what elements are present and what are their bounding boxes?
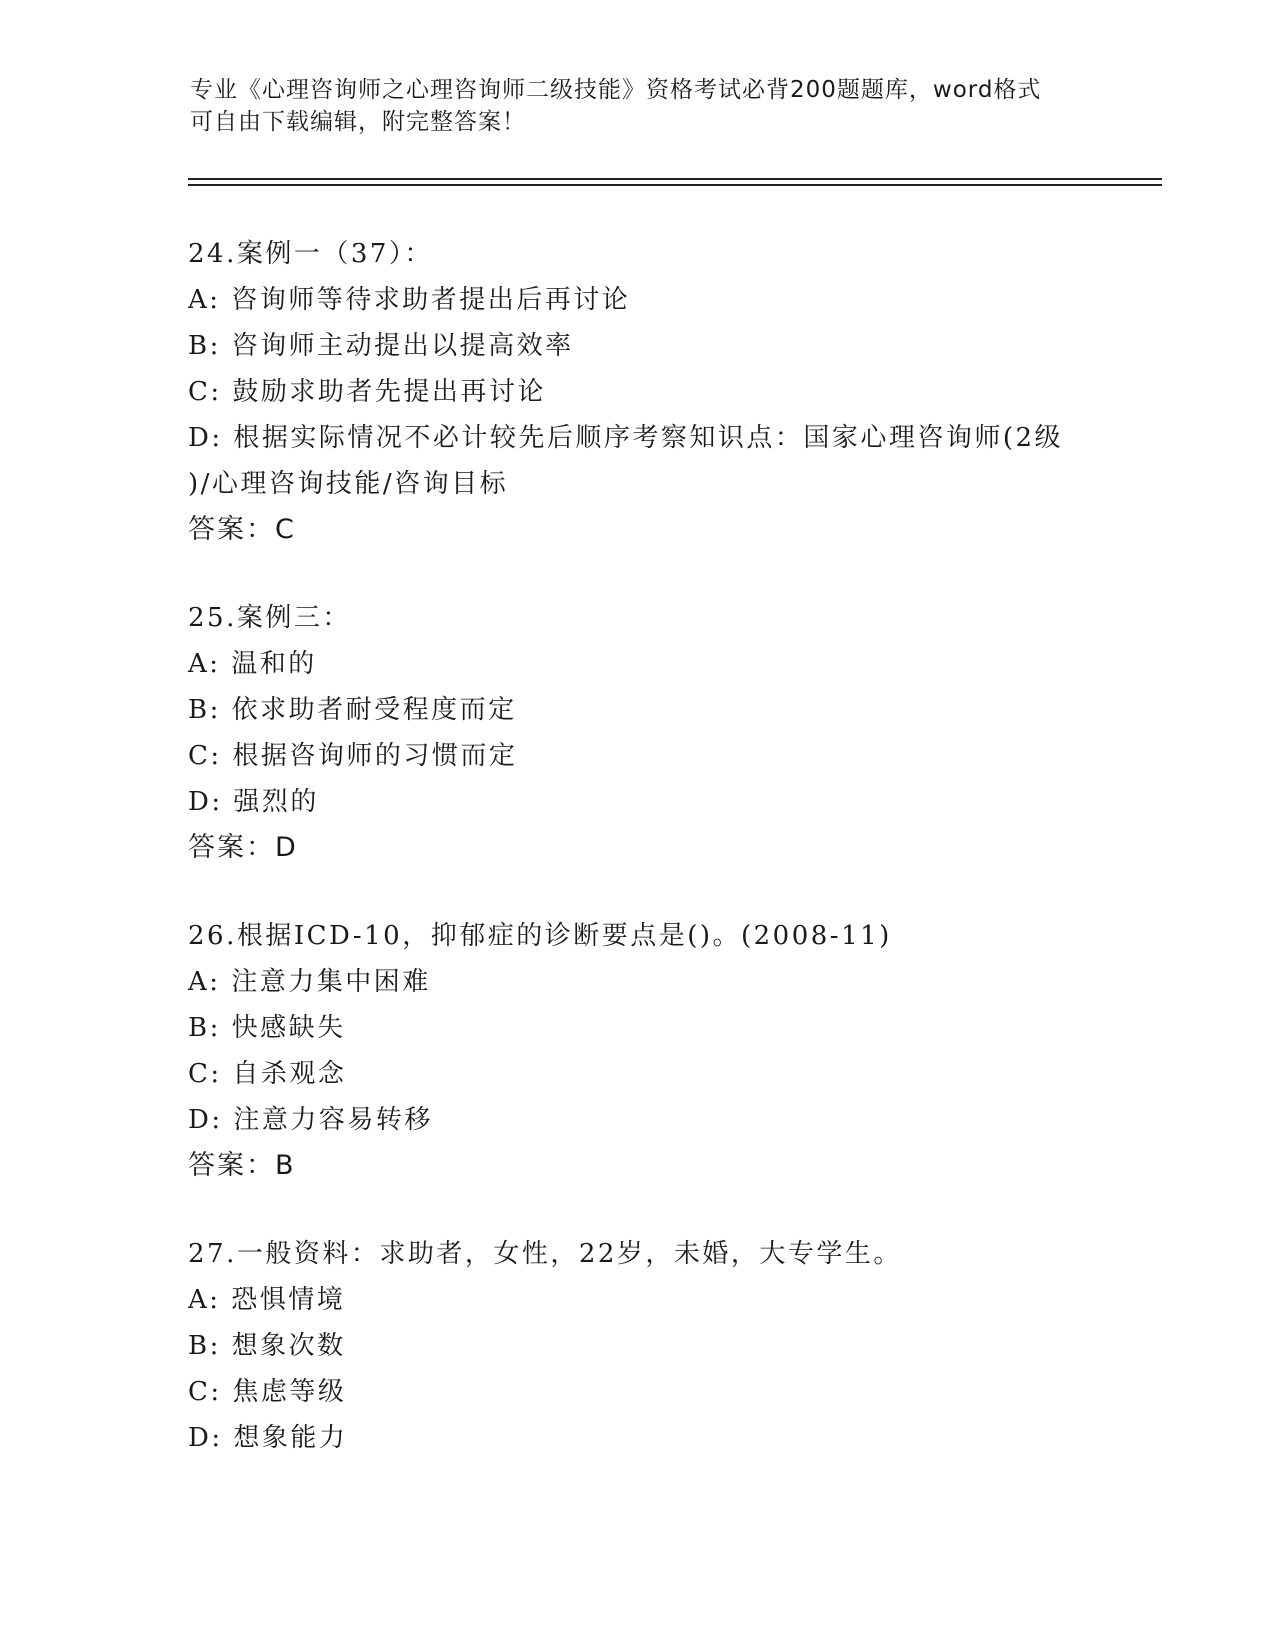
option-b: B: 想象次数: [188, 1331, 346, 1361]
question-24: [188, 231, 1108, 553]
option-d: D: 想象能力: [188, 1423, 348, 1453]
option-c: C: 鼓励求助者先提出再讨论: [188, 377, 546, 407]
question-stem: 24.案例一（37）：: [188, 239, 433, 269]
answer-line: 答案：C: [188, 514, 296, 545]
document-header: [190, 74, 1090, 138]
option-d: D: 根据实际情况不必计较先后顺序考察知识点：国家心理咨询师(2级: [188, 423, 1064, 453]
option-a: A: 恐惧情境: [188, 1285, 346, 1315]
option-c: C: 根据咨询师的习惯而定: [188, 741, 518, 771]
answer-line: 答案：D: [188, 832, 298, 863]
answer-line: 答案：B: [188, 1150, 296, 1181]
question-27: [188, 1231, 1108, 1461]
header-line-1: 专业《心理咨询师之心理咨询师二级技能》资格考试必背200题题库，word格式: [190, 77, 1042, 103]
option-a: A: 咨询师等待求助者提出后再讨论: [188, 285, 631, 315]
option-d-continued: )/心理咨询技能/咨询目标: [188, 469, 509, 499]
question-25: [188, 595, 1108, 871]
option-c: C: 焦虑等级: [188, 1377, 347, 1407]
question-stem: 27.一般资料：求助者，女性，22岁，未婚，大专学生。: [188, 1239, 902, 1269]
header-divider-bottom: [188, 184, 1162, 186]
question-26: [188, 913, 1108, 1189]
option-d: D: 强烈的: [188, 787, 319, 817]
header-divider-top: [188, 178, 1162, 180]
header-line-2: 可自由下载编辑，附完整答案！: [190, 109, 526, 135]
question-stem: 25.案例三：: [188, 603, 351, 633]
option-b: B: 快感缺失: [188, 1013, 346, 1043]
option-c: C: 自杀观念: [188, 1059, 347, 1089]
option-a: A: 温和的: [188, 649, 317, 679]
question-stem: 26.根据ICD-10，抑郁症的诊断要点是()。(2008-11): [188, 921, 892, 951]
option-a: A: 注意力集中困难: [188, 967, 431, 997]
option-d: D: 注意力容易转移: [188, 1105, 433, 1135]
option-b: B: 咨询师主动提出以提高效率: [188, 331, 574, 361]
option-b: B: 依求助者耐受程度而定: [188, 695, 517, 725]
